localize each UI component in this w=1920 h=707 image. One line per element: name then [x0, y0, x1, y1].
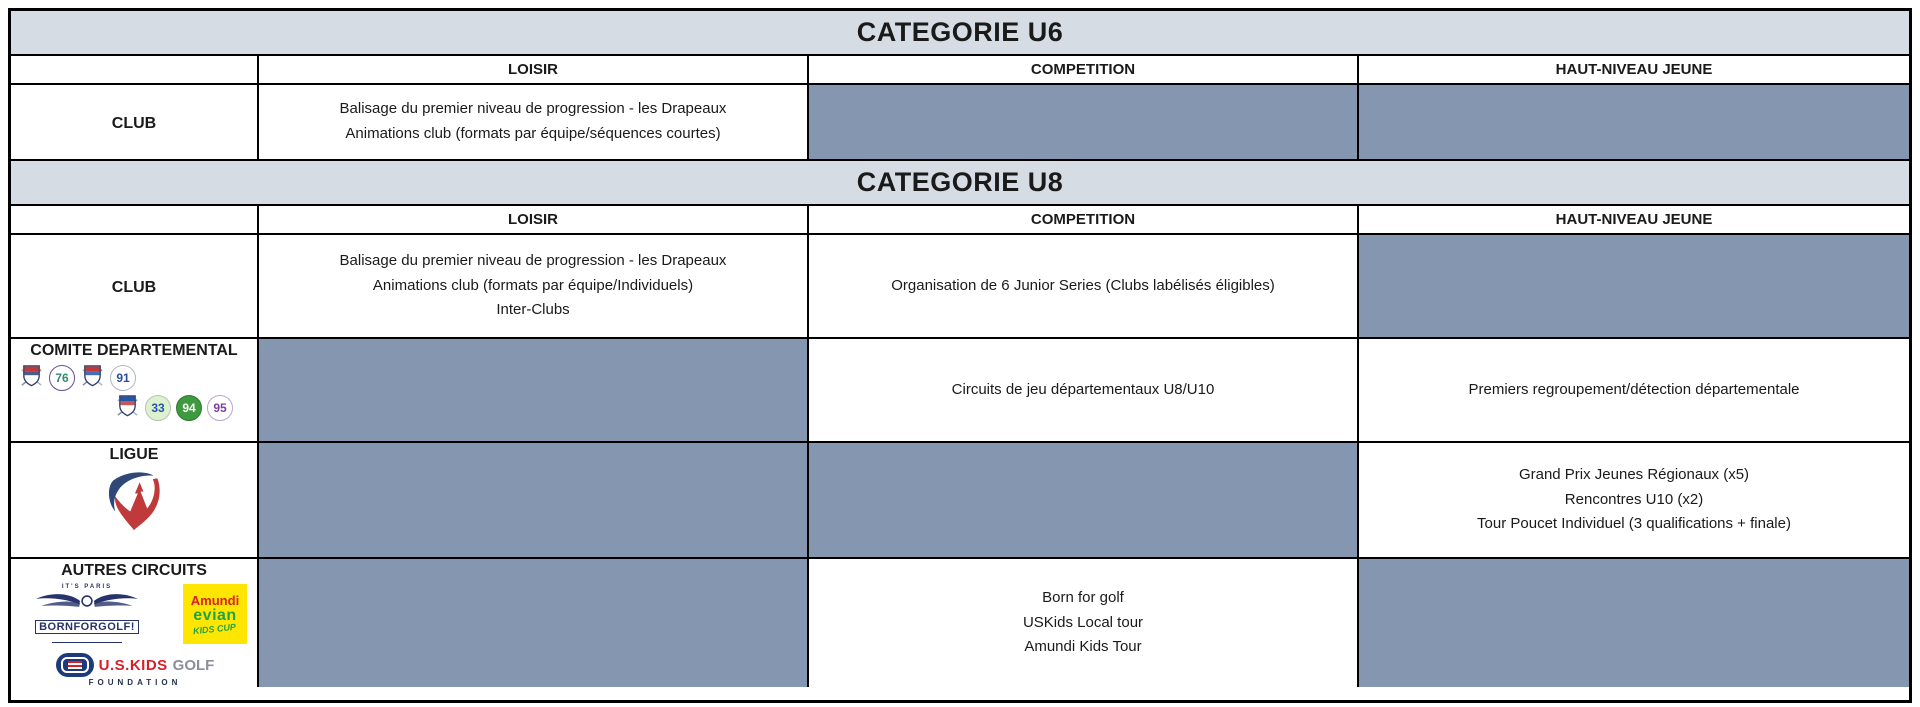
- u6-club-haut-niveau-cell-filled: [1359, 85, 1909, 159]
- uskids-foundation-text: FOUNDATION: [88, 678, 182, 687]
- u8-ligue-row: [11, 443, 1909, 559]
- u8-comite-haut-niveau-cell: [1359, 339, 1909, 441]
- u8-club-loisir-cell: [259, 235, 809, 337]
- u8-autres-label: AUTRES CIRCUITS: [61, 562, 207, 579]
- badge-76-icon: 76: [49, 365, 75, 391]
- departement-crest-icon: [19, 363, 44, 393]
- u8-club-row: [11, 235, 1909, 339]
- u8-autres-haut-niveau-cell-filled: [1359, 559, 1909, 687]
- u8-ligue-haut-niveau-cell: [1359, 443, 1909, 557]
- u8-autres-competition-line3: Amundi Kids Tour: [1024, 638, 1142, 656]
- u6-club-row: [11, 85, 1909, 161]
- u8-ligue-haut-line2: Rencontres U10 (x2): [1564, 490, 1704, 508]
- badge-94-icon: 94: [176, 395, 202, 421]
- badge-95-icon: 95: [207, 395, 233, 421]
- u8-autres-circuits-row: [11, 559, 1909, 687]
- u8-ligue-label: LIGUE: [109, 446, 159, 463]
- uskids-golf-text: GOLF: [172, 656, 215, 674]
- amundi-text: Amundi: [190, 593, 240, 609]
- bornforgolf-arc-text: IT'S PARIS: [61, 584, 113, 590]
- u6-title: CATEGORIE U6: [856, 17, 1064, 47]
- bornforgolf-flourish: [52, 637, 122, 643]
- u8-autres-label-cell: [11, 559, 259, 687]
- uskids-text: U.S.KIDS: [98, 656, 168, 674]
- u6-title-band: [11, 11, 1909, 56]
- amundi-evian-kids-cup-logo: [183, 584, 247, 644]
- uskids-emblem-icon: [56, 653, 94, 677]
- u8-ligue-competition-cell-filled: [809, 443, 1359, 557]
- u8-comite-row: [11, 339, 1909, 443]
- u8-autres-competition-line1: Born for golf: [1042, 588, 1124, 606]
- comite-logos-row2: [19, 393, 251, 423]
- u6-header-competition: COMPETITION: [809, 56, 1359, 83]
- u8-comite-haut-niveau-text: Premiers regroupement/détection départementale: [1468, 380, 1800, 398]
- uskids-golf-foundation-logo: [23, 653, 247, 687]
- kids-cup-text: KIDS CUP: [193, 621, 237, 636]
- u6-club-loisir-cell: [259, 85, 809, 159]
- u6-club-label: CLUB: [111, 114, 157, 132]
- u8-title: CATEGORIE U8: [856, 167, 1064, 197]
- bornforgolf-logo: [23, 584, 151, 643]
- u8-title-band: [11, 161, 1909, 206]
- u6-header-empty: [11, 56, 259, 83]
- u8-comite-competition-text: Circuits de jeu départementaux U8/U10: [951, 380, 1215, 398]
- u8-comite-label-cell: [11, 339, 259, 441]
- u8-header-haut-niveau: HAUT-NIVEAU JEUNE: [1555, 211, 1713, 228]
- u8-comite-competition-cell: [809, 339, 1359, 441]
- u6-header-haut-niveau: HAUT-NIVEAU JEUNE: [1555, 61, 1713, 78]
- u8-autres-competition-cell: [809, 559, 1359, 687]
- u8-ligue-label-cell: [11, 443, 259, 557]
- u8-comite-loisir-cell-filled: [259, 339, 809, 441]
- u6-header-row: [11, 56, 1909, 85]
- u8-header-loisir: LOISIR: [259, 206, 809, 233]
- u8-header-competition: COMPETITION: [809, 206, 1359, 233]
- u6-header-loisir: LOISIR: [259, 56, 809, 83]
- u8-header-row: [11, 206, 1909, 235]
- u6-club-loisir-line2: Animations club (formats par équipe/séquences courtes): [345, 125, 721, 142]
- evian-text: evian: [193, 606, 237, 624]
- u8-comite-label: COMITE DEPARTEMENTAL: [30, 342, 238, 359]
- u8-club-loisir-line2: Animations club (formats par équipe/Individuels): [372, 276, 694, 294]
- u8-club-label-cell: [11, 235, 259, 337]
- ligue-shield-icon: [100, 470, 168, 537]
- comite-logos: [11, 360, 257, 423]
- u8-autres-competition-line2: USKids Local tour: [1022, 613, 1144, 631]
- u8-club-haut-niveau-cell-filled: [1359, 235, 1909, 337]
- u8-ligue-haut-line3: Tour Poucet Individuel (3 qualifications + finale): [1477, 515, 1791, 533]
- u6-club-label-cell: [11, 85, 259, 159]
- categories-table: [8, 8, 1912, 703]
- badge-33-icon: 33: [145, 395, 171, 421]
- u8-club-competition-text: Organisation de 6 Junior Series (Clubs labélisés éligibles): [891, 276, 1275, 294]
- autres-circuits-logos: [11, 580, 257, 687]
- departement-crest-icon: [80, 363, 105, 393]
- bornforgolf-name-text: BORNFORGOLF!: [35, 620, 139, 634]
- u8-club-label: CLUB: [111, 278, 157, 296]
- wings-icon: [23, 590, 151, 617]
- u8-ligue-loisir-cell-filled: [259, 443, 809, 557]
- u8-club-loisir-line3: Inter-Clubs: [496, 301, 570, 319]
- u8-header-empty: [11, 206, 259, 233]
- badge-91-icon: 91: [110, 365, 136, 391]
- u8-ligue-haut-line1: Grand Prix Jeunes Régionaux (x5): [1518, 465, 1750, 483]
- departement-crest-icon: [115, 393, 140, 423]
- u8-club-loisir-line1: Balisage du premier niveau de progression - les Drapeaux: [339, 251, 727, 269]
- u6-club-competition-cell-filled: [809, 85, 1359, 159]
- u6-club-loisir-line1: Balisage du premier niveau de progression - les Drapeaux: [339, 100, 727, 118]
- u8-autres-loisir-cell-filled: [259, 559, 809, 687]
- u8-club-competition-cell: [809, 235, 1359, 337]
- comite-logos-row1: [19, 363, 251, 393]
